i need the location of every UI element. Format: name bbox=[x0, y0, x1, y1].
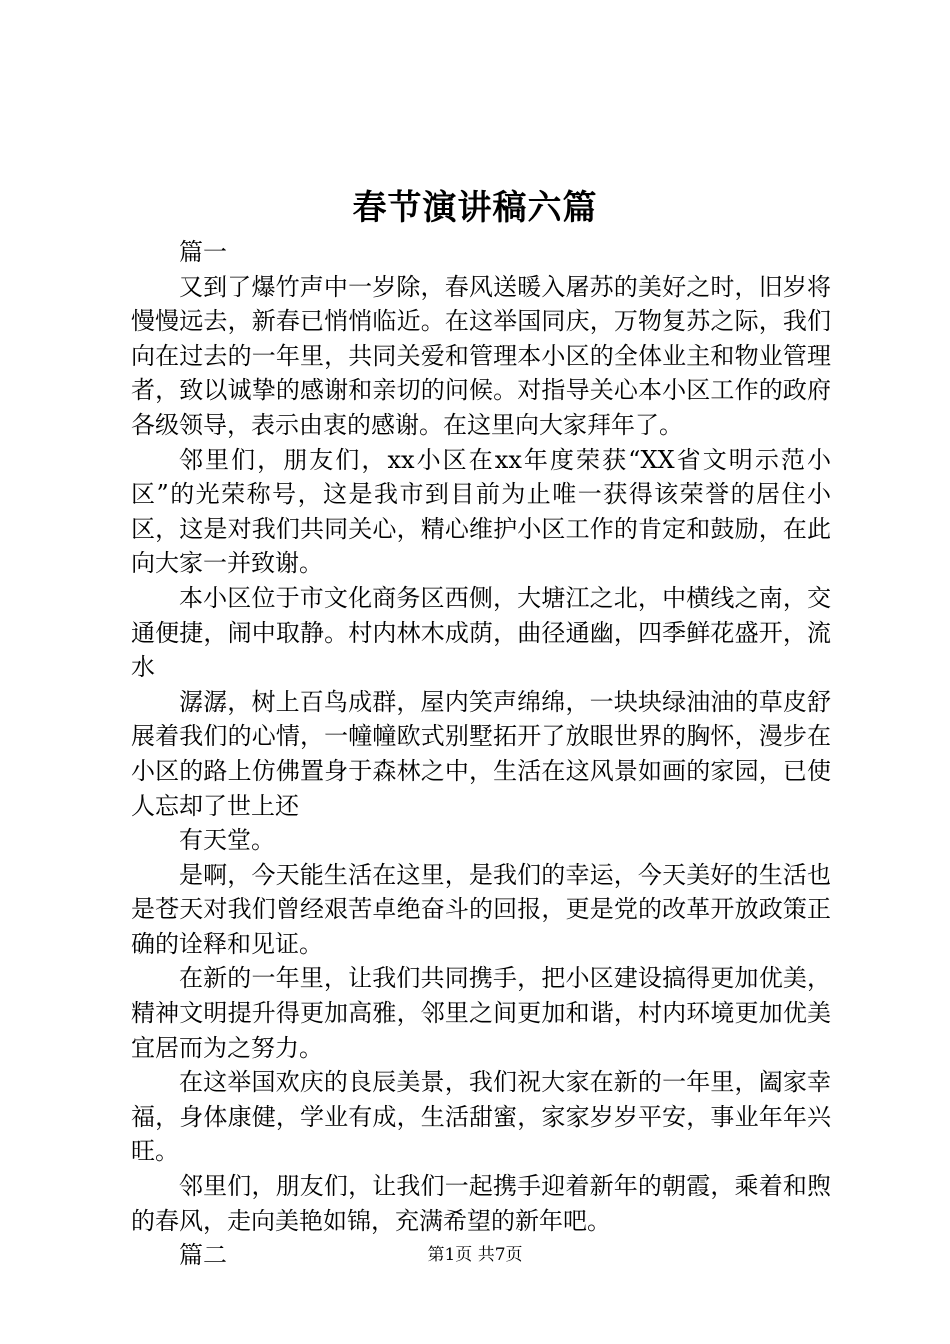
section-heading-2: 篇二 bbox=[179, 1241, 227, 1270]
paragraph: 本小区位于市文化商务区西侧，大塘江之北，中横线之南，交通便捷，闹中取静。村内林木成荫，曲径通幽，四季鲜花盛开，流水 bbox=[131, 583, 831, 682]
paragraph: 邻里们，朋友们，xx小区在xx年度荣获“XX省文明示范小区”的光荣称号，这是我市到目前为止唯一获得该荣誉的居住小区，这是对我们共同关心，精心维护小区工作的肯定和鼓励，在此向大家一并致谢。 bbox=[131, 445, 831, 578]
paragraph: 邻里们，朋友们，让我们一起携手迎着新年的朝霞，乘着和煦的春风，走向美艳如锦，充满希望的新年吧。 bbox=[131, 1172, 831, 1235]
paragraph: 在这举国欢庆的良辰美景，我们祝大家在新的一年里，阖家幸福，身体康健，学业有成，生活甜蜜，家家岁岁平安，事业年年兴旺。 bbox=[131, 1068, 831, 1166]
paragraph: 在新的一年里，让我们共同携手，把小区建设搞得更加优美，精神文明提升得更加高雅，邻里之间更加和谐，村内环境更加优美宜居而为之努力。 bbox=[131, 964, 831, 1062]
paragraph: 又到了爆竹声中一岁除，春风送暖入屠苏的美好之时，旧岁将慢慢远去，新春已悄悄临近。在这举国同庆，万物复苏之际，我们向在过去的一年里，共同关爱和管理本小区的全体业主和物业管理者，致以诚挚的感谢和亲切的问候。对指导关心本小区工作的政府各级领导，表示由衷的感谢。在这里向大家拜年了。 bbox=[131, 272, 831, 439]
paragraph: 是啊，今天能生活在这里，是我们的幸运，今天美好的生活也是苍天对我们曾经艰苦卓绝奋斗的回报，更是党的改革开放政策正确的诠释和见证。 bbox=[131, 860, 831, 958]
paragraph: 有天堂。 bbox=[179, 826, 275, 855]
page-number-footer: 第1页 共7页 bbox=[427, 1245, 523, 1265]
document-body bbox=[131, 235, 831, 1273]
paragraph: 潺潺，树上百鸟成群，屋内笑声绵绵，一块块绿油油的草皮舒展着我们的心情，一幢幢欧式别墅拓开了放眼世界的胸怀，漫步在小区的路上仿佛置身于森林之中，生活在这风景如画的家园，已使人忘却了世上还 bbox=[131, 687, 831, 820]
section-heading-1: 篇一 bbox=[179, 238, 227, 266]
document-title: 春节演讲稿六篇 bbox=[352, 188, 598, 228]
